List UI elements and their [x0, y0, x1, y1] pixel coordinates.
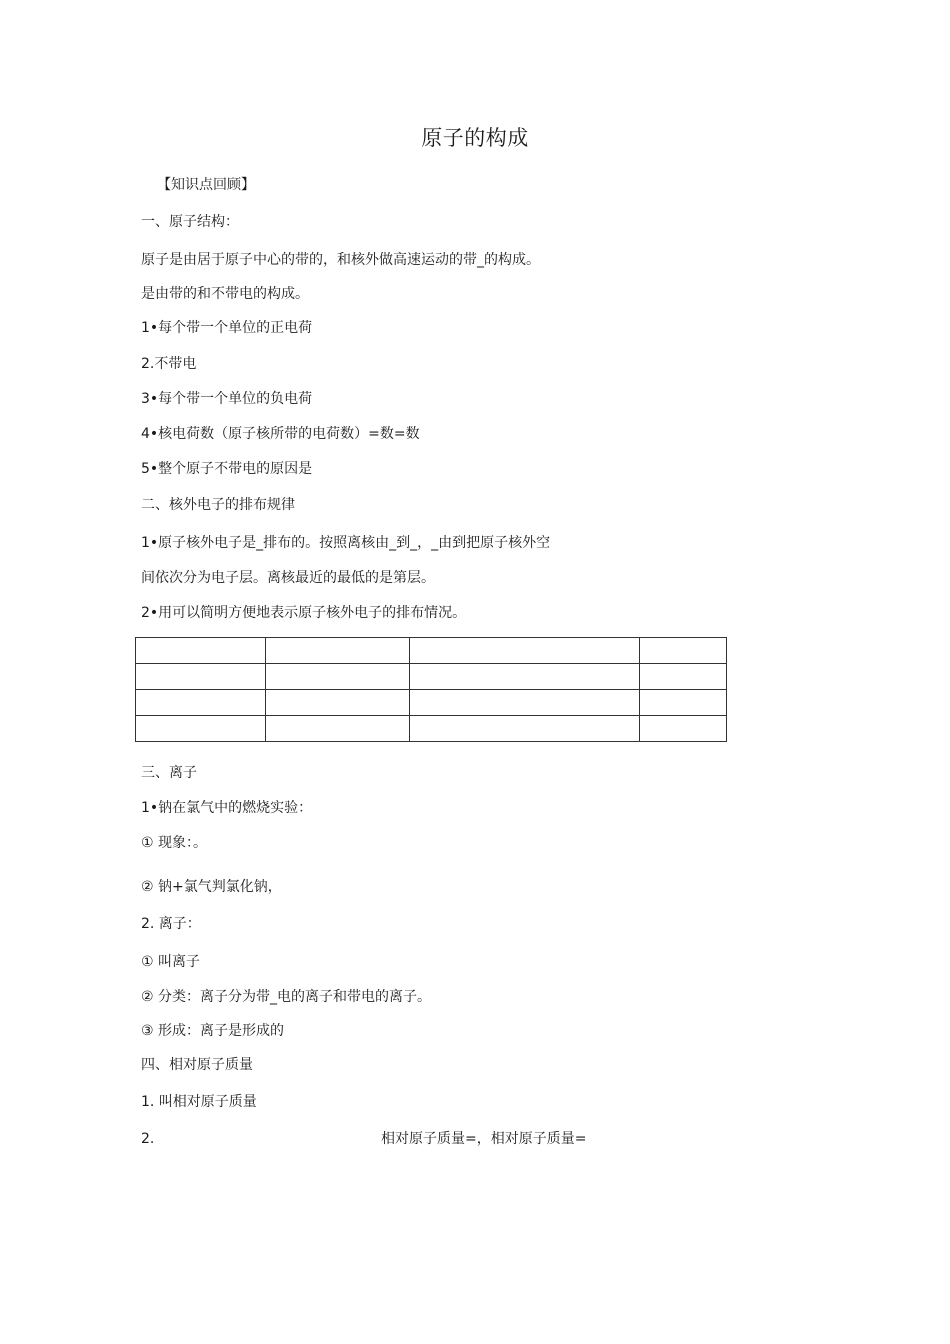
text-line: 2•用可以简明方便地表示原子核外电子的排布情况。	[141, 605, 467, 621]
page-title: 原子的构成	[421, 126, 529, 150]
formula-line: 相对原子质量=，相对原子质量=	[381, 1131, 587, 1147]
table-row	[136, 638, 727, 664]
text-line: 2.	[141, 1131, 155, 1147]
section-label: 【知识点回顾】	[157, 177, 255, 193]
electron-table	[135, 637, 727, 742]
table-row	[136, 690, 727, 716]
section-heading-2: 二、核外电子的排布规律	[141, 497, 295, 513]
text-line: 是由带的和不带电的构成。	[141, 286, 309, 302]
text-line: 原子是由居于原子中心的带的，和核外做高速运动的带_的构成。	[141, 252, 540, 268]
text-line: ③ 形成：离子是形成的	[141, 1023, 285, 1039]
text-line: 5•整个原子不带电的原因是	[141, 461, 313, 477]
table-row	[136, 716, 727, 742]
text-line: ② 分类：离子分为带_电的离子和带电的离子。	[141, 989, 431, 1005]
text-line: 1•每个带一个单位的正电荷	[141, 320, 313, 336]
text-line: ② 钠+氯气判氯化钠，	[141, 879, 282, 895]
text-line: 2.不带电	[141, 356, 197, 372]
text-line: 4•核电荷数（原子核所带的电荷数）=数=数	[141, 426, 420, 442]
text-line: 1•原子核外电子是_排布的。按照离核由_到_，_由到把原子核外空	[141, 535, 551, 551]
text-line: ① 叫离子	[141, 954, 201, 970]
text-line: 2. 离子：	[141, 916, 201, 932]
text-line: 间依次分为电子层。离核最近的最低的是第层。	[141, 570, 435, 586]
text-line: ① 现象：。	[141, 835, 208, 851]
table-row	[136, 664, 727, 690]
section-heading-3: 三、离子	[141, 765, 197, 781]
text-line: 1. 叫相对原子质量	[141, 1094, 257, 1110]
text-line: 1•钠在氯气中的燃烧实验：	[141, 800, 313, 816]
section-heading-1: 一、原子结构：	[141, 214, 239, 230]
section-heading-4: 四、相对原子质量	[141, 1057, 253, 1073]
text-line: 3•每个带一个单位的负电荷	[141, 391, 313, 407]
